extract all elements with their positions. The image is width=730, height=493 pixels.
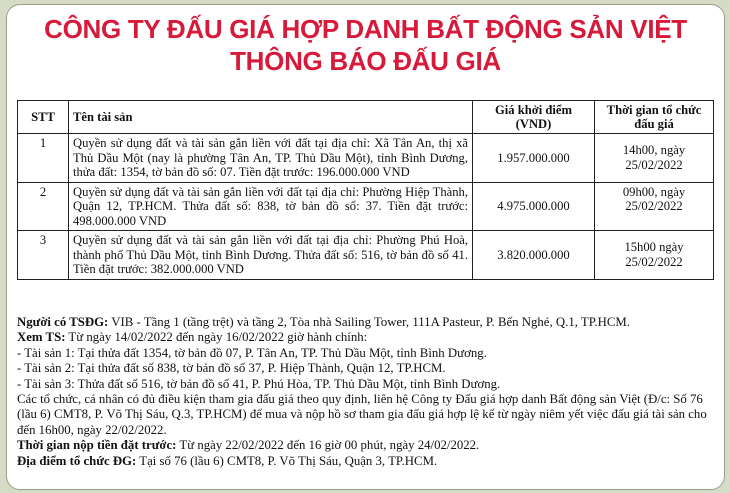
owner-label: Người có TSĐG: — [17, 315, 109, 329]
row-auction-time: 15h00 ngày 25/02/2022 — [595, 231, 714, 280]
viewing-text: Từ ngày 14/02/2022 đến ngày 16/02/2022 giờ hành chính: — [65, 330, 368, 345]
row-starting-price: 3.820.000.000 — [473, 231, 595, 280]
venue-paragraph — [17, 454, 717, 469]
table-row — [18, 134, 714, 183]
deposit-paragraph — [17, 438, 717, 453]
viewing-paragraph — [17, 330, 717, 345]
deposit-text: Từ ngày 22/02/2022 đến 16 giờ 00 phút, ngày 24/02/2022. — [176, 438, 480, 453]
row-starting-price: 4.975.000.000 — [473, 182, 595, 231]
row-asset-name: Quyền sử dụng đất và tài sản gắn liền với đất tại địa chỉ: Xã Tân An, thị xã Thủ Dầu Một (nay là phường Tân An, TP. Thủ Dầu Một), tỉnh Bình Dương, thửa đất: 1354, tờ bản đồ số: 07. Tiền đặt trước: 196.000.000 VND — [69, 134, 473, 183]
row-starting-price: 1.957.000.000 — [473, 134, 595, 183]
row-stt: 2 — [18, 182, 69, 231]
row-stt: 1 — [18, 134, 69, 183]
viewing-item: - Tài sản 1: Tại thửa đất 1354, tờ bản đồ 07, P. Tân An, TP. Thủ Dầu Một, tỉnh Bình Dương. — [17, 345, 487, 360]
owner-text: VIB - Tầng 1 (tầng trệt) và tầng 2, Tòa nhà Sailing Tower, 111A Pasteur, P. Bến Nghé, Q.1, TP.HCM. — [108, 315, 630, 329]
viewing-label: Xem TS: — [17, 330, 66, 345]
notice-details — [17, 315, 717, 469]
notice-title: THÔNG BÁO ĐẤU GIÁ — [230, 46, 501, 76]
viewing-item: - Tài sản 3: Thửa đất số 516, tờ bản đồ số 41, P. Phú Hòa, TP. Thủ Dầu Một, tỉnh Bình Dương. — [17, 376, 501, 391]
row-stt: 3 — [18, 231, 69, 280]
row-asset-name: Quyền sử dụng đất và tài sản gắn liền với đất tại địa chỉ: Phường Hiệp Thành, Quận 12, TP.HCM. Thửa đất số: 838, tờ bản đồ số: 37. Tiền đặt trước: 498.000.000 VND — [69, 182, 473, 231]
viewing-item: - Tài sản 2: Tại thửa đất số 838, tờ bản đồ số 37, P. Hiệp Thành, Quận 12, TP.HCM. — [17, 361, 446, 376]
instructions-paragraph: Các tổ chức, cá nhân có đủ điều kiện tham gia đấu giá theo quy định, liên hệ Công ty Đấu giá hợp danh Bất động sản Việt (Đ/c: Số 76 (lầu 6) CMT8, P. Võ Thị Sáu, Q.3, TP.HCM) để mua và nộp hồ sơ tham gia đấu giá hợp lệ kể từ ngày niêm yết việc đấu giá tài sản cho đến 16h00, ngày 22/02/2022. — [17, 392, 707, 437]
column-header-time: Thời gian tổ chức đấu giá — [595, 101, 714, 134]
column-header-stt: STT — [18, 101, 69, 134]
venue-label: Địa điểm tổ chức ĐG: — [17, 453, 137, 468]
venue-text: Tại số 76 (lầu 6) CMT8, P. Võ Thị Sáu, Quận 3, TP.HCM. — [136, 453, 438, 468]
asset-table — [17, 100, 714, 280]
row-auction-time: 09h00, ngày 25/02/2022 — [595, 182, 714, 231]
owner-paragraph — [17, 315, 717, 330]
table-header-row — [18, 101, 714, 134]
row-auction-time: 14h00, ngày 25/02/2022 — [595, 134, 714, 183]
notice-card — [6, 4, 725, 490]
row-asset-name: Quyền sử dụng đất và tài sản gắn liền với đất tại địa chỉ: Phường Phú Hoà, thành phố Thủ Dầu Một, tỉnh Bình Dương. Thửa đất số: 516, tờ bản đồ số 41. Tiền đặt trước: 382.000.000 VND — [69, 231, 473, 280]
table-row — [18, 231, 714, 280]
table-row — [18, 182, 714, 231]
deposit-label: Thời gian nộp tiền đặt trước: — [17, 438, 177, 453]
column-header-name: Tên tài sản — [69, 101, 473, 134]
company-title: CÔNG TY ĐẤU GIÁ HỢP DANH BẤT ĐỘNG SẢN VIỆT — [44, 14, 687, 44]
column-header-price: Giá khởi điểm (VND) — [473, 101, 595, 134]
